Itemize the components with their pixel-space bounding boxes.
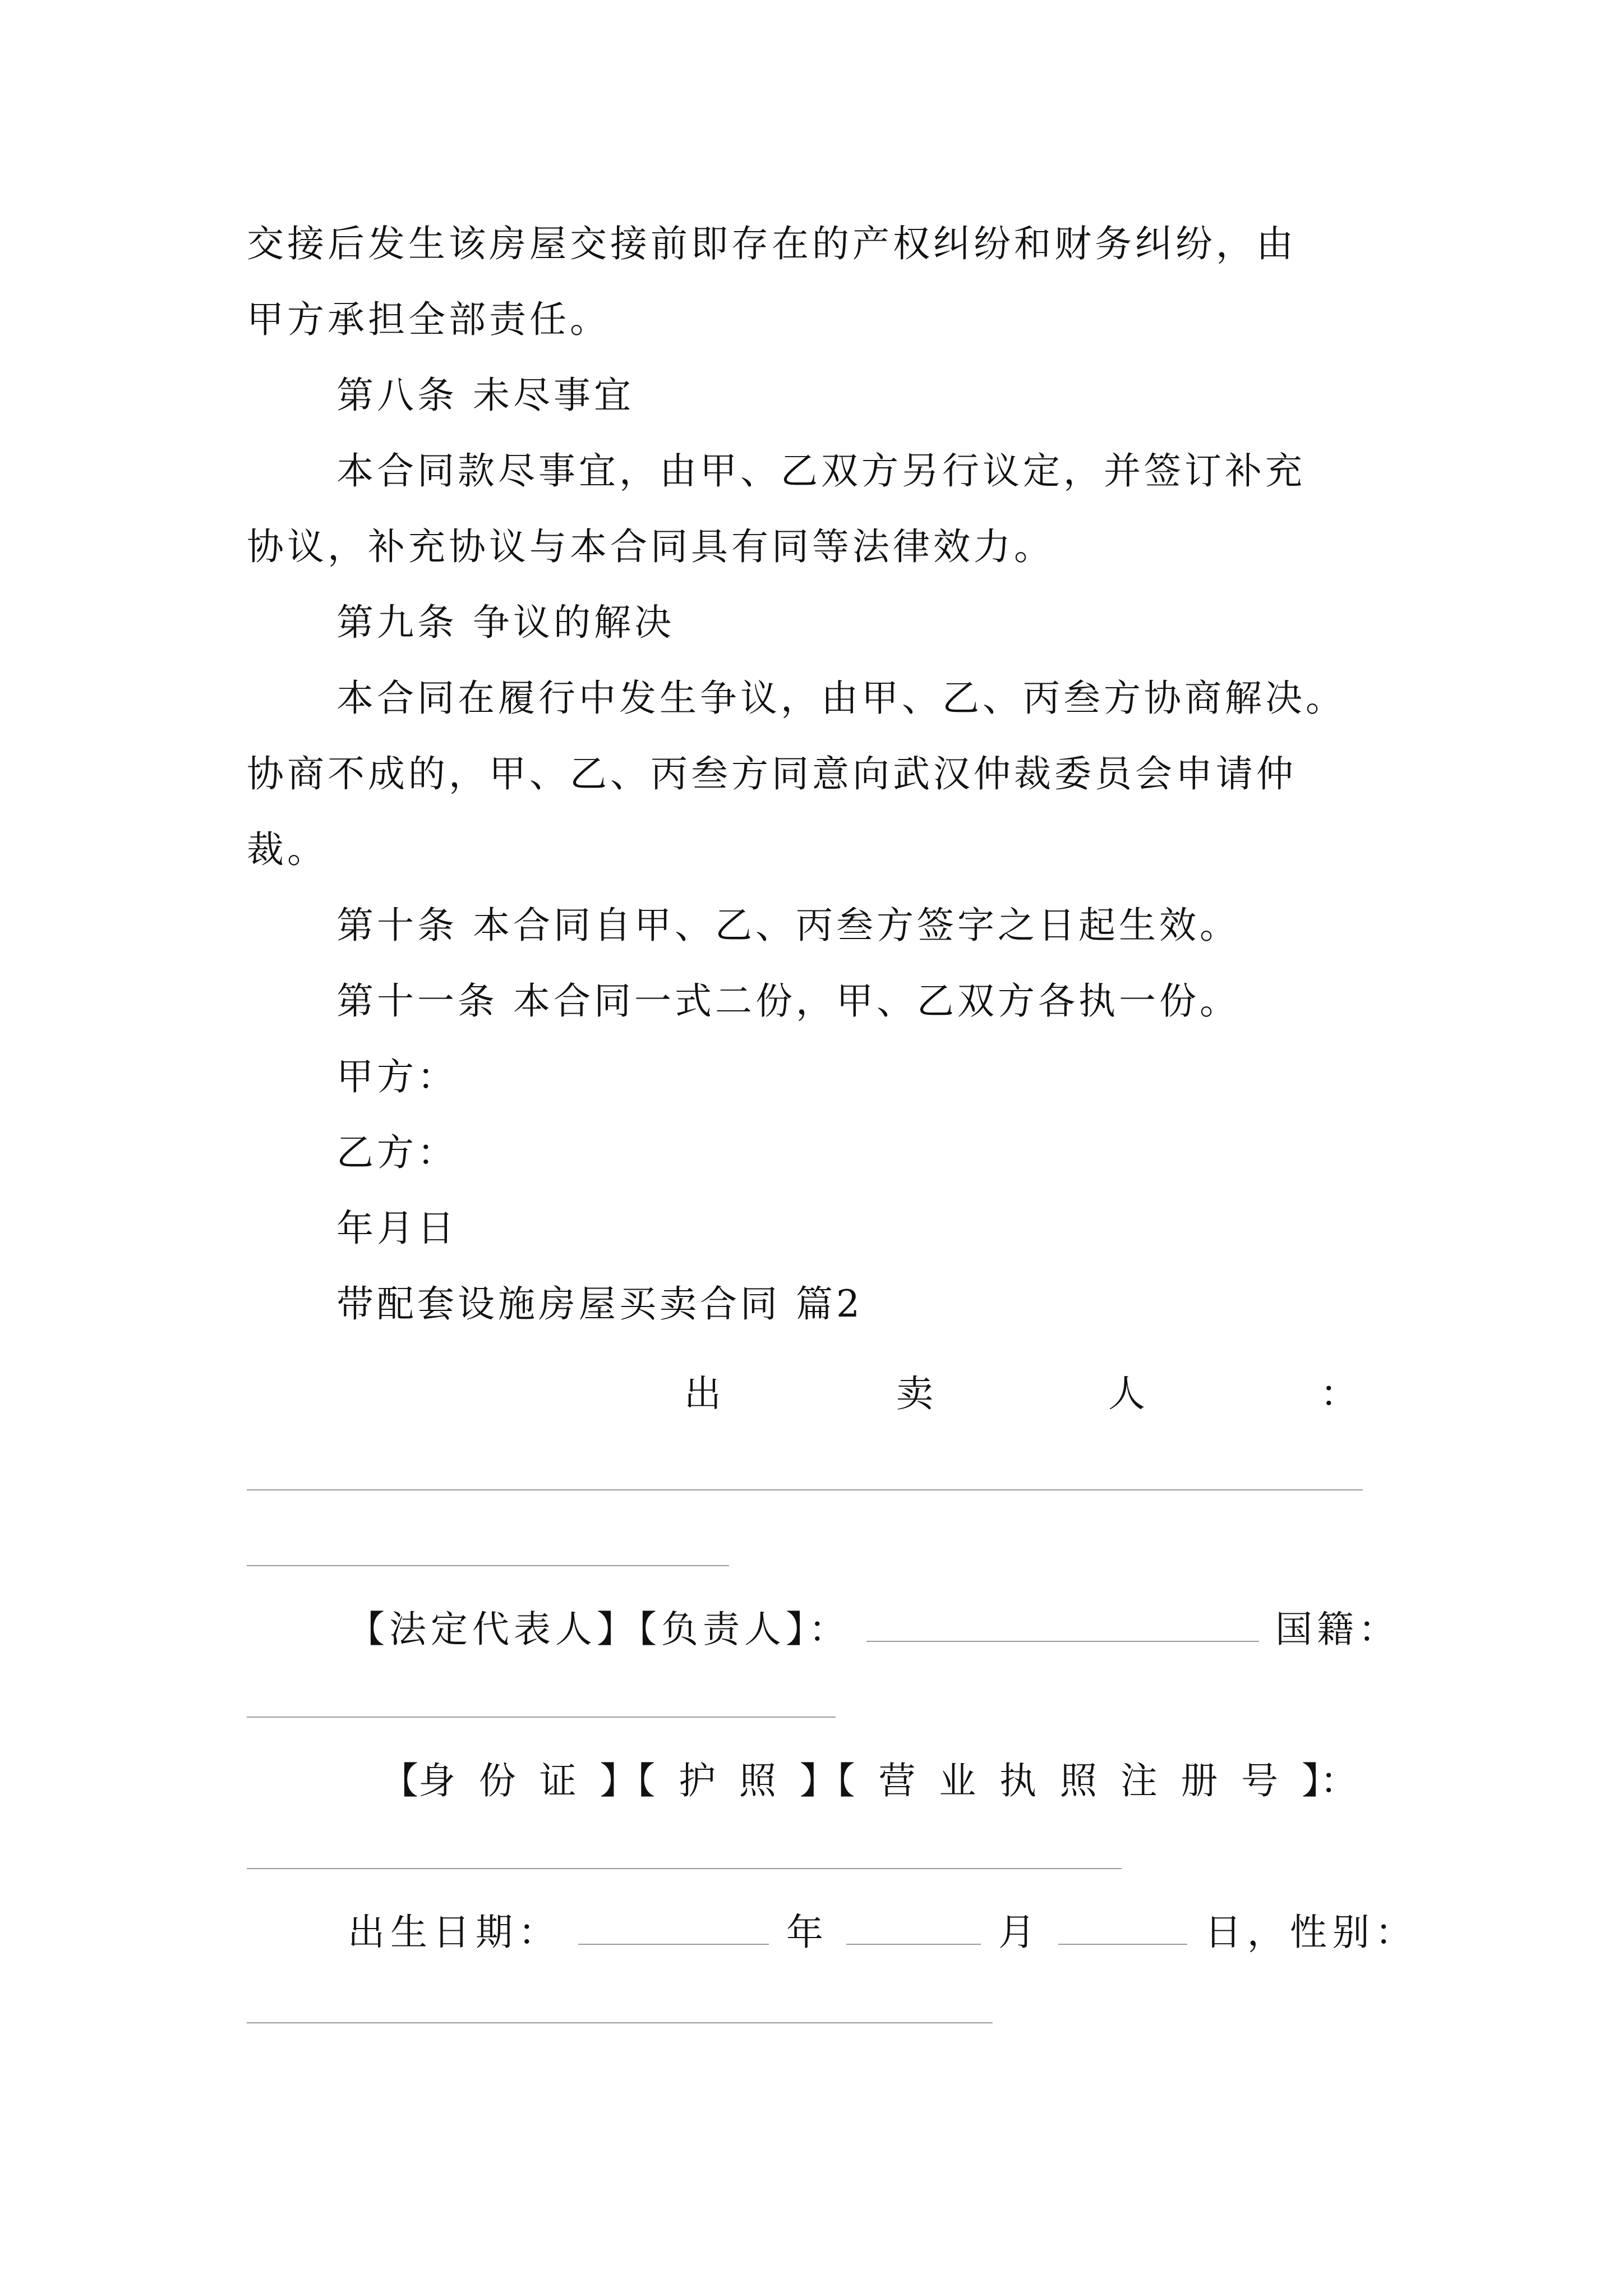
party-a-label: 甲方：: [336, 1055, 458, 1098]
blank-line: [247, 2022, 993, 2023]
id-char: 证: [539, 1759, 577, 1802]
id-char: 号: [1241, 1759, 1279, 1802]
year-blank: [578, 1910, 769, 1945]
birth-date-label: 出生日期：: [348, 1911, 561, 1954]
birth-date-line: [348, 1904, 1418, 1961]
article-11: 第十一条 本合同一式二份，甲、乙双方各执一份。: [336, 979, 1240, 1023]
seller-char: 出: [684, 1372, 721, 1415]
article-10: 第十条 本合同自甲、乙、丙叁方签字之日起生效。: [336, 904, 1240, 947]
id-char: 照: [1059, 1759, 1097, 1802]
nationality-label: 国籍：: [1275, 1608, 1400, 1651]
month-blank: [846, 1910, 981, 1945]
day-gender-label: 日，性别：: [1204, 1911, 1418, 1954]
id-char: 营: [878, 1759, 916, 1802]
id-char: 注: [1120, 1759, 1158, 1802]
blank-line: [247, 1489, 1363, 1490]
id-char: 】【: [799, 1759, 855, 1802]
article-8-title: 第八条 未尽事宜: [336, 374, 634, 417]
paragraph-line: 本合同在履行中发生争议，由甲、乙、丙叁方协商解决。: [336, 677, 1346, 720]
blank-line: [247, 1717, 836, 1718]
paragraph-line: 交接后发生该房屋交接前即存在的产权纠纷和财务纠纷，由: [247, 222, 1297, 265]
party-b-label: 乙方：: [336, 1131, 458, 1174]
id-char: 册: [1181, 1759, 1218, 1802]
representative-label: 【法定代表人】【负责人】：: [348, 1608, 850, 1651]
month-label: 月: [998, 1911, 1041, 1954]
id-char: 业: [939, 1759, 976, 1802]
paragraph-line: 协商不成的，甲、乙、丙叁方同意向武汉仲裁委员会申请仲: [247, 752, 1297, 795]
id-char: 执: [999, 1759, 1037, 1802]
paragraph-line: 甲方承担全部责任。: [247, 298, 610, 341]
paragraph-line: 裁。: [247, 828, 328, 871]
id-char: 【身: [381, 1759, 455, 1802]
paragraph-line: 本合同款尽事宜，由甲、乙双方另行议定，并签订补充: [336, 449, 1306, 493]
id-char: 份: [478, 1759, 516, 1802]
year-label: 年: [786, 1911, 829, 1954]
article-9-title: 第九条 争议的解决: [336, 601, 675, 644]
blank-line: [247, 1565, 729, 1566]
section-title: 带配套设施房屋买卖合同 篇2: [336, 1282, 863, 1326]
day-blank: [1058, 1910, 1187, 1945]
representative-blank: [866, 1607, 1259, 1642]
seller-label: [684, 1366, 1357, 1422]
id-char: 护: [679, 1759, 716, 1802]
representative-line: [348, 1602, 1413, 1658]
id-char: 】：: [1301, 1759, 1357, 1802]
date-label: 年月日: [336, 1207, 458, 1250]
id-char: 照: [739, 1759, 776, 1802]
id-char: 】【: [600, 1759, 656, 1802]
seller-char: ：: [1320, 1372, 1357, 1415]
blank-line: [247, 1868, 1122, 1869]
seller-char: 人: [1108, 1372, 1145, 1415]
paragraph-line: 协议，补充协议与本合同具有同等法律效力。: [247, 525, 1054, 568]
seller-char: 卖: [896, 1372, 933, 1415]
id-number-label: [381, 1753, 1357, 1809]
